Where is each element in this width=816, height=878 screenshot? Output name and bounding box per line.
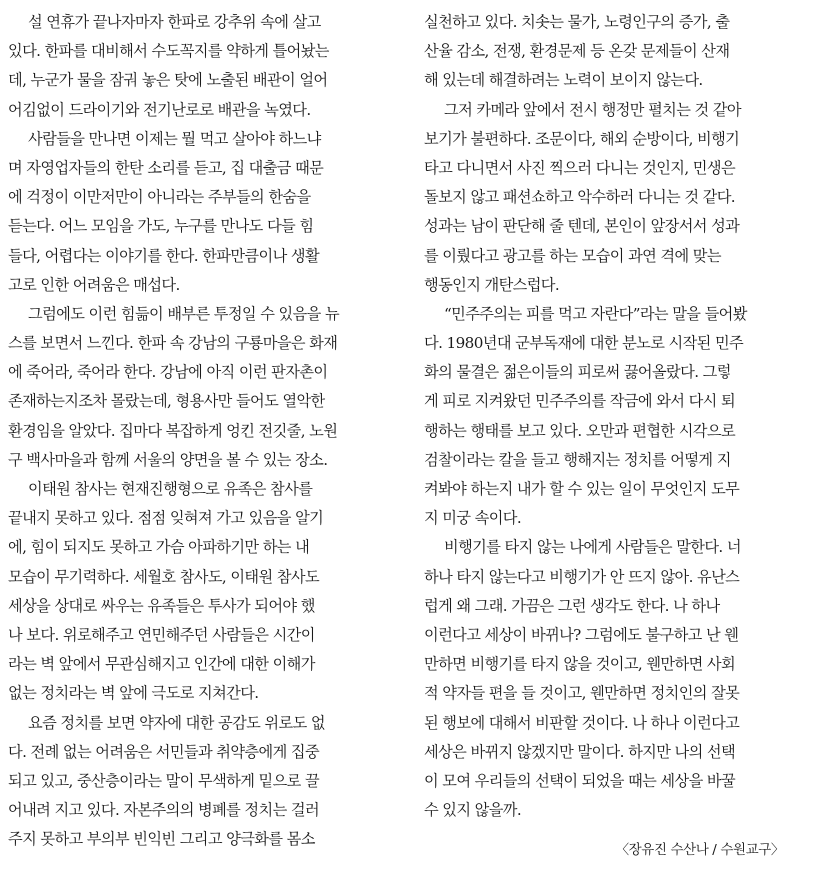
text-line: 돌보지 않고 패션쇼하고 악수하러 다니는 것 같다. — [424, 188, 736, 207]
text-line: “민주주의는 피를 먹고 자란다”라는 말을 들어봤 — [444, 304, 747, 323]
text-line: 사람들을 만나면 이제는 뭘 먹고 살아야 하느냐 — [28, 129, 321, 148]
article-left-column — [8, 8, 394, 854]
text-line: 이런다고 세상이 바뀌나? 그럼에도 불구하고 난 웬 — [424, 625, 739, 644]
text-line: 며 자영업자들의 한탄 소리를 듣고, 집 대출금 때문 — [8, 158, 324, 177]
text-line: 끝내지 못하고 있다. 점점 잊혀져 가고 있음을 알기 — [8, 509, 324, 528]
text-line: 하나 타지 않는다고 비행기가 안 뜨지 않아. 유난스 — [424, 567, 740, 586]
text-line: 다. 1980년대 군부독재에 대한 분노로 시작된 민주 — [424, 334, 744, 353]
text-line: 없는 정치라는 벽 앞에 극도로 지쳐간다. — [8, 684, 259, 703]
text-line: 설 연휴가 끝나자마자 한파로 강추위 속에 살고 — [28, 13, 321, 31]
text-line: 있다. 한파를 대비해서 수도꼭지를 약하게 틀어놨는 — [8, 42, 329, 61]
text-line: 비행기를 타지 않는 나에게 사람들은 말한다. 너 — [444, 538, 741, 557]
text-line: 된 행보에 대해서 비판할 것이다. 나 하나 이런다고 — [424, 713, 740, 732]
text-line: 되고 있고, 중산층이라는 말이 무색하게 밑으로 끌 — [8, 771, 320, 790]
text-line: 게 피로 지켜왔던 민주주의를 작금에 와서 다시 퇴 — [424, 392, 736, 411]
text-line: 해 있는데 해결하려는 노력이 보이지 않는다. — [424, 71, 703, 90]
text-line: 어김없이 드라이기와 전기난로로 배관을 녹였다. — [8, 100, 311, 119]
text-line: 세상은 바뀌지 않겠지만 말이다. 하지만 나의 선택 — [424, 742, 736, 761]
text-line: 에, 힘이 되지도 못하고 가슴 아파하기만 하는 내 — [8, 538, 310, 557]
text-line: 화의 물결은 젊은이들의 피로써 끓어올랐다. 그렇 — [424, 363, 731, 382]
text-line: 스를 보면서 느낀다. 한파 속 강남의 구룡마을은 화재 — [8, 334, 338, 353]
text-line: 존재하는지조차 몰랐는데, 형용사만 들어도 열악한 — [8, 392, 325, 411]
text-line: 나 보다. 위로해주고 연민해주던 사람들은 시간이 — [8, 625, 315, 644]
text-line: 보기가 불편하다. 조문이다, 해외 순방이다, 비행기 — [424, 129, 740, 148]
text-line: 다. 전례 없는 어려움은 서민들과 취약층에게 집중 — [8, 742, 320, 761]
text-line: 그럼에도 이런 힘듦이 배부른 투정일 수 있음을 뉴 — [28, 304, 340, 323]
text-line: 만하면 비행기를 타지 않을 것이고, 웬만하면 사회 — [424, 655, 736, 674]
text-line: 에 죽어라, 죽어라 한다. 강남에 아직 이런 판자촌이 — [8, 363, 328, 382]
text-line: 고로 인한 어려움은 매섭다. — [8, 275, 180, 294]
text-line: 수 있지 않을까. — [424, 801, 522, 820]
text-line: 주지 못하고 부의부 빈익빈 그리고 양극화를 몸소 — [8, 830, 315, 849]
text-line: 에 걱정이 이만저만이 아니라는 주부들의 한숨을 — [8, 188, 311, 207]
text-line: 이태원 참사는 현재진행형으로 유족은 참사를 — [28, 480, 313, 498]
text-line: 이 모여 우리들의 선택이 되었을 때는 세상을 바꿀 — [424, 771, 736, 790]
text-line: 행동인지 개탄스럽다. — [424, 275, 560, 294]
text-line: 성과는 남이 판단해 줄 텐데, 본인이 앞장서서 성과 — [424, 217, 740, 236]
text-line: 를 이뤘다고 광고를 하는 모습이 과연 격에 맞는 — [424, 246, 721, 265]
text-line: 그저 카메라 앞에서 전시 행정만 펼치는 것 같아 — [444, 100, 741, 119]
text-line: 행하는 행태를 보고 있다. 오만과 편협한 시각으로 — [424, 421, 736, 440]
text-line: 모습이 무기력하다. 세월호 참사도, 이태원 참사도 — [8, 567, 320, 586]
text-line: 검찰이라는 칼을 들고 행해지는 정치를 어떻게 지 — [424, 450, 731, 469]
text-line: 요즘 정치를 보면 약자에 대한 공감도 위로도 없 — [28, 713, 325, 732]
text-line: 라는 벽 앞에서 무관심해지고 인간에 대한 이해가 — [8, 655, 315, 674]
text-line: 구 백사마을과 함께 서울의 양면을 볼 수 있는 장소. — [8, 450, 328, 469]
author-byline: 〈장유진 수산나 / 수원교구〉 — [615, 842, 784, 858]
text-line: 듣는다. 어느 모임을 가도, 누구를 만나도 다들 힘 — [8, 217, 314, 236]
text-line: 실천하고 있다. 치솟는 물가, 노령인구의 증가, 출 — [424, 13, 730, 31]
text-line: 들다, 어렵다는 이야기를 한다. 한파만큼이나 생활 — [8, 246, 320, 265]
text-line: 어내려 지고 있다. 자본주의의 병폐를 정치는 걸러 — [8, 801, 320, 820]
text-line: 지 미궁 속이다. — [424, 509, 522, 528]
text-line: 세상을 상대로 싸우는 유족들은 투사가 되어야 했 — [8, 596, 315, 615]
text-line: 켜봐야 하는지 내가 할 수 있는 일이 무엇인지 도무 — [424, 480, 740, 498]
text-line: 럽게 왜 그래. 가끔은 그런 생각도 한다. 나 하나 — [424, 596, 720, 615]
text-line: 환경임을 알았다. 집마다 복잡하게 엉킨 전깃줄, 노원 — [8, 421, 338, 440]
text-line: 타고 다니면서 사진 찍으러 다니는 것인지, 민생은 — [424, 158, 736, 177]
text-line: 산율 감소, 전쟁, 환경문제 등 온갖 문제들이 산재 — [424, 42, 730, 61]
article-right-column — [424, 8, 810, 825]
text-line: 데, 누군가 물을 잠궈 놓은 탓에 노출된 배관이 얼어 — [8, 71, 328, 90]
text-line: 적 약자들 편을 들 것이고, 웬만하면 정치인의 잘못 — [424, 684, 740, 703]
